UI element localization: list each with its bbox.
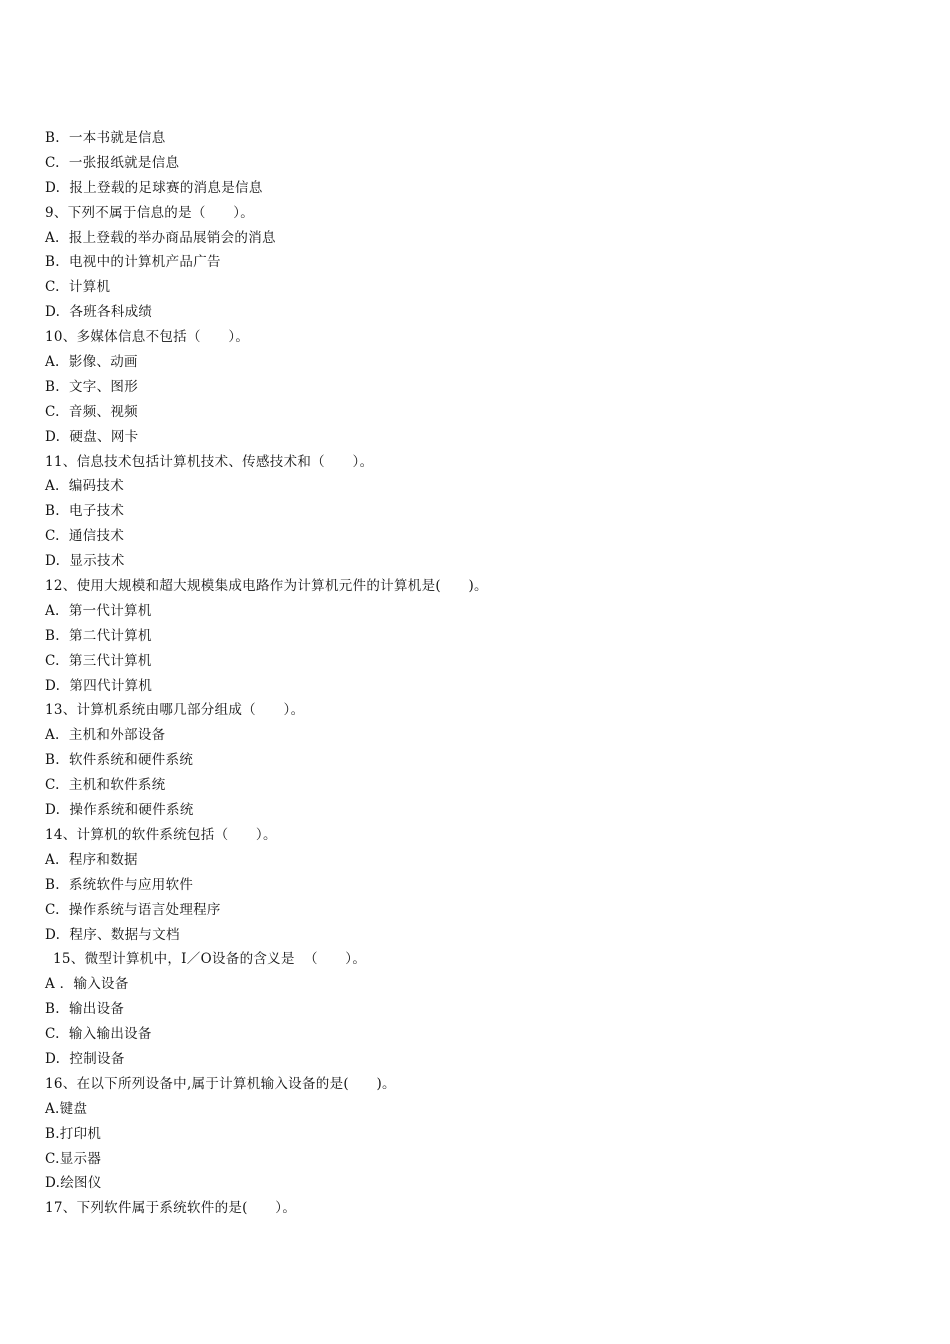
option-d: D. 控制设备 <box>45 1050 125 1067</box>
option-c: C. 操作系统与语言处理程序 <box>45 901 221 918</box>
option-b: B. 一本书就是信息 <box>45 130 166 146</box>
option-a: A.键盘 <box>45 1100 88 1117</box>
option-b: B. 第二代计算机 <box>45 627 152 644</box>
option-a: A ．输入设备 <box>45 976 129 993</box>
question-13: 13、计算机系统由哪几部分组成（ ）。 <box>45 702 305 719</box>
question-15: 15、微型计算机中，I／O设备的含义是 （ ）。 <box>53 951 367 968</box>
option-a: A. 编码技术 <box>45 478 125 495</box>
option-b: B. 文字、图形 <box>45 378 138 395</box>
question-17: 17、下列软件属于系统软件的是( ）。 <box>45 1200 297 1217</box>
option-a: A. 程序和数据 <box>45 851 138 868</box>
option-b: B. 输出设备 <box>45 1001 125 1018</box>
option-c: C. 音频、视频 <box>45 403 138 420</box>
option-c: C.显示器 <box>45 1150 102 1167</box>
option-a: A. 第一代计算机 <box>45 602 152 619</box>
option-d: D. 显示技术 <box>45 553 125 570</box>
option-d: D.绘图仪 <box>45 1175 102 1192</box>
option-b: B. 电视中的计算机产品广告 <box>45 254 221 271</box>
option-b: B. 软件系统和硬件系统 <box>45 752 194 769</box>
option-c: C. 通信技术 <box>45 528 125 545</box>
option-a: A. 影像、动画 <box>45 354 138 371</box>
question-11: 11、信息技术包括计算机技术、传感技术和（ ）。 <box>45 453 374 470</box>
option-c: C. 第三代计算机 <box>45 652 152 669</box>
option-b: B.打印机 <box>45 1125 102 1142</box>
question-list <box>45 126 905 1221</box>
option-d: D. 程序、数据与文档 <box>45 926 180 943</box>
question-14: 14、计算机的软件系统包括（ ）。 <box>45 826 277 843</box>
option-a: A. 报上登载的举办商品展销会的消息 <box>45 229 276 246</box>
option-a: A. 主机和外部设备 <box>45 727 166 744</box>
question-9: 9、下列不属于信息的是（ ）。 <box>45 204 255 221</box>
option-b: B. 电子技术 <box>45 503 125 520</box>
option-c: C. 计算机 <box>45 279 111 296</box>
question-10: 10、多媒体信息不包括（ ）。 <box>45 329 250 346</box>
option-d: D. 硬盘、网卡 <box>45 428 139 445</box>
question-12: 12、使用大规模和超大规模集成电路作为计算机元件的计算机是( )。 <box>45 578 488 595</box>
option-c: C. 输入输出设备 <box>45 1026 152 1043</box>
option-d: D. 报上登载的足球赛的消息是信息 <box>45 179 263 196</box>
option-b: B. 系统软件与应用软件 <box>45 876 194 893</box>
question-16: 16、在以下所列设备中,属于计算机输入设备的是( )。 <box>45 1075 396 1092</box>
option-d: D. 第四代计算机 <box>45 677 153 694</box>
option-c: C. 主机和软件系统 <box>45 777 166 794</box>
option-d: D. 操作系统和硬件系统 <box>45 802 194 819</box>
option-d: D. 各班各科成绩 <box>45 304 153 321</box>
option-c: C. 一张报纸就是信息 <box>45 154 180 171</box>
